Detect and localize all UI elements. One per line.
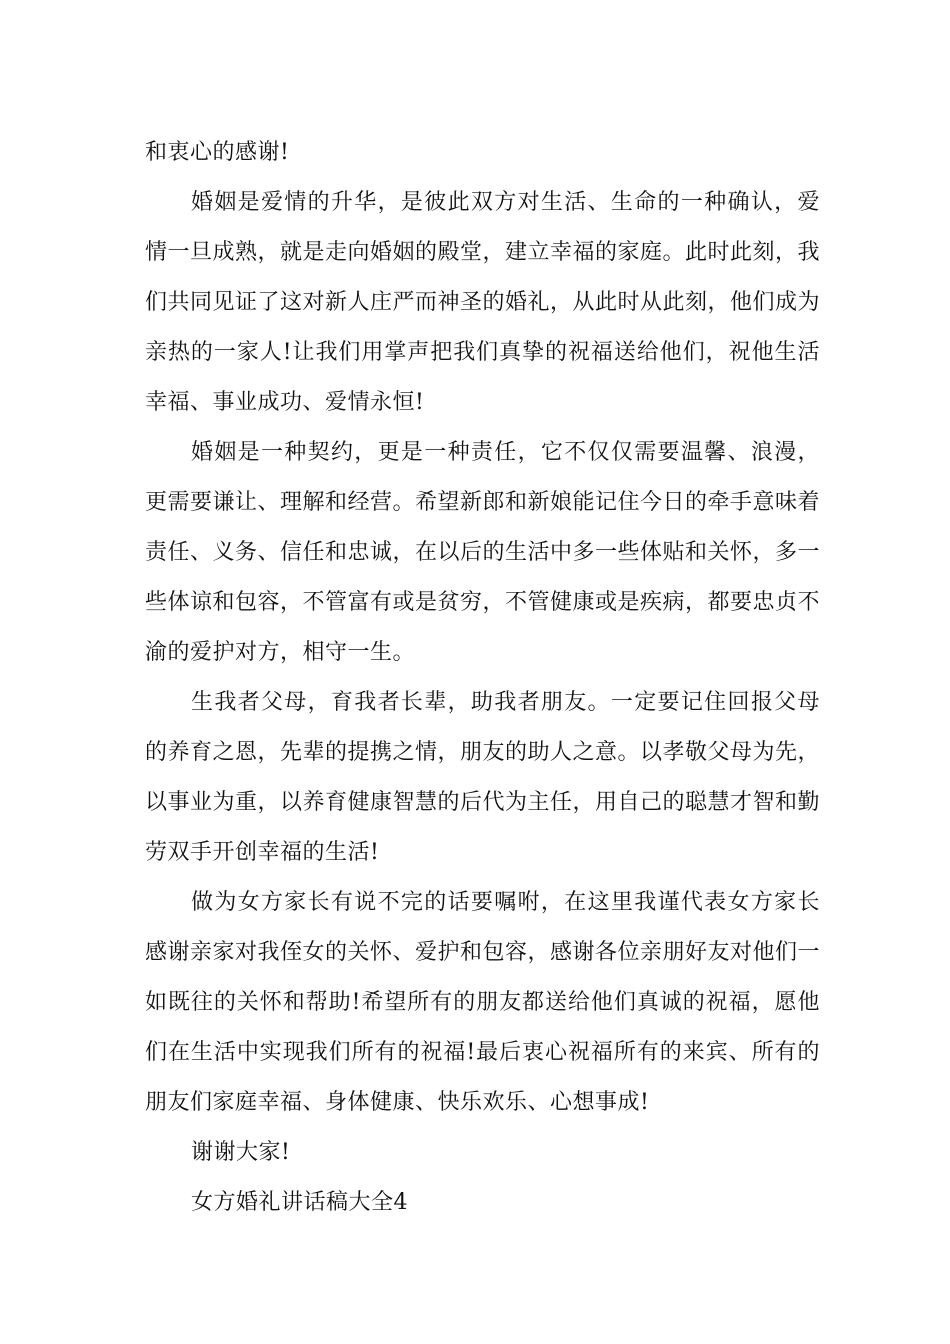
- paragraph-marriage-contract: 婚姻是一种契约，更是一种责任，它不仅仅需要温馨、浪漫，更需要谦让、理解和经营。希望新郎和新娘能记住今日的牵手意味着责任、义务、信任和忠诚，在以后的生活中多一些体贴和关怀，多一些体谅和包容，不管富有或是贫穷，不管健康或是疾病，都要忠贞不渝的爱护对方，相守一生。: [145, 440, 821, 665]
- document-body: [145, 128, 820, 1228]
- paragraph-thank-you: 谢谢大家!: [191, 1140, 291, 1165]
- paragraph-family-thanks: 做为女方家长有说不完的话要嘱咐，在这里我谨代表女方家长感谢亲家对我侄女的关怀、爱护和包容，感谢各位亲朋好友对他们一如既往的关怀和帮助!希望所有的朋友都送给他们真诚的祝福，愿他们在生活中实现我们所有的祝福!最后衷心祝福所有的来宾、所有的朋友们家庭幸福、身体健康、快乐欢乐、心想事成!: [145, 890, 821, 1115]
- section-heading: 女方婚礼讲话稿大全4: [191, 1190, 408, 1215]
- paragraph-marriage-sublimation: 婚姻是爱情的升华，是彼此双方对生活、生命的一种确认，爱情一旦成熟，就是走向婚姻的殿堂，建立幸福的家庭。此时此刻，我们共同见证了这对新人庄严而神圣的婚礼，从此时从此刻，他们成为亲热的一家人!让我们用掌声把我们真挚的祝福送给他们，祝他生活幸福、事业成功、爱情永恒!: [145, 190, 821, 415]
- paragraph-continuation: 和衷心的感谢!: [145, 140, 290, 165]
- paragraph-parents-gratitude: 生我者父母，育我者长辈，助我者朋友。一定要记住回报父母的养育之恩，先辈的提携之情，朋友的助人之意。以孝敬父母为先，以事业为重，以养育健康智慧的后代为主任，用自己的聪慧才智和勤劳双手开创幸福的生活!: [145, 690, 821, 865]
